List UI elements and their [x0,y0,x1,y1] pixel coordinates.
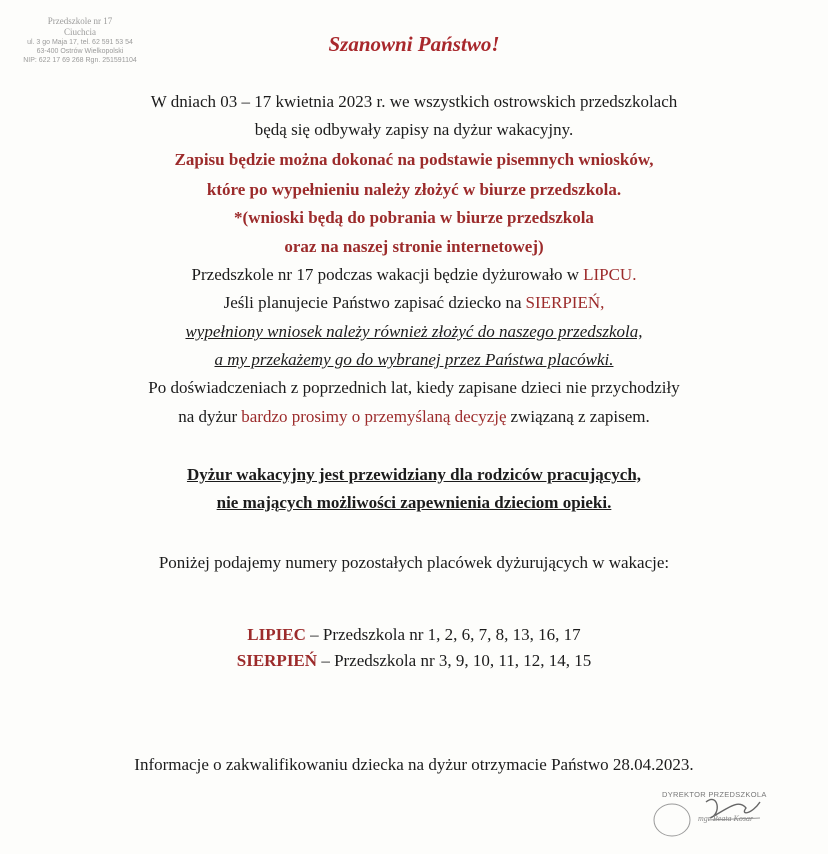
footer-info: Informacje o zakwalifikowaniu dziecka na dyżur otrzymacie Państwo 28.04.2023. [134,755,694,774]
notice-line-1: Dyżur wakacyjny jest przewidziany dla rodziców pracujących, [186,465,642,484]
experience-line: Po doświadczeniach z poprzednich lat, kiedy zapisane dzieci nie przychodziły [148,378,680,397]
stamp-ids: NIP: 622 17 69 268 Rgn. 251591104 [23,57,137,64]
request-post: związaną z zapisem. [510,407,650,426]
stamp-address-1: ul. 3 go Maja 17, tel. 62 591 53 54 [27,39,133,46]
request-highlight: bardzo prosimy o przemyślaną decyzję [241,407,507,426]
submit-note-line-1: wypełniony wniosek należy również złożyć do naszego przedszkola, [185,322,643,341]
stamp-address-2: 63-400 Ostrów Wielkopolski [36,48,124,55]
notice-line-2: nie mających możliwości zapewnienia dzieciom opieki. [216,493,612,512]
schedule-august [0,651,828,671]
july-duty-line [0,265,828,285]
director-signature [648,780,798,846]
intro-line-1: W dniach 03 – 17 kwietnia 2023 r. we wszystkich ostrowskich przedszkolach [150,92,678,111]
application-line-4: oraz na naszej stronie internetowej) [284,237,544,256]
schedule-august-label: SIERPIEŃ [236,651,318,670]
list-intro: Poniżej podajemy numery pozostałych placówek dyżurujących w wakacje: [158,553,670,572]
schedule-july-text: – Przedszkola nr 1, 2, 6, 7, 8, 13, 16, 17 [310,625,581,644]
application-line-3: *(wnioski będą do pobrania w biurze przedszkola [234,208,594,227]
submit-note-line-2: a my przekażemy go do wybranej przez Państwa placówki. [214,350,614,369]
request-pre: na dyżur [178,407,238,426]
schedule-july-label: LIPIEC [247,625,306,644]
july-duty-text: Przedszkole nr 17 podczas wakacji będzie dyżurowało w [191,265,580,284]
schedule-august-text: – Przedszkola nr 3, 9, 10, 11, 12, 14, 15 [321,651,592,670]
application-line-2: które po wypełnieniu należy złożyć w biurze przedszkola. [206,180,622,199]
intro-line-2: będą się odbywały zapisy na dyżur wakacyjny. [254,120,574,139]
july-highlight: LIPCU. [583,265,637,284]
august-line [0,293,828,313]
august-highlight: SIERPIEŃ, [525,293,605,312]
signature-name: mgr Beata Kosar [698,814,754,823]
application-line-1: Zapisu będzie można dokonać na podstawie pisemnych wniosków, [174,150,654,169]
page-title: Szanowni Państwo! [328,32,500,56]
schedule-july [0,625,828,645]
august-text: Jeśli planujecie Państwo zapisać dziecko na [223,293,522,312]
stamp-name: Przedszkole nr 17 [47,16,113,26]
request-line [0,407,828,427]
stamp-subname: Ciuchcia [64,27,96,37]
signature-title: DYREKTOR PRZEDSZKOLA [662,790,767,799]
